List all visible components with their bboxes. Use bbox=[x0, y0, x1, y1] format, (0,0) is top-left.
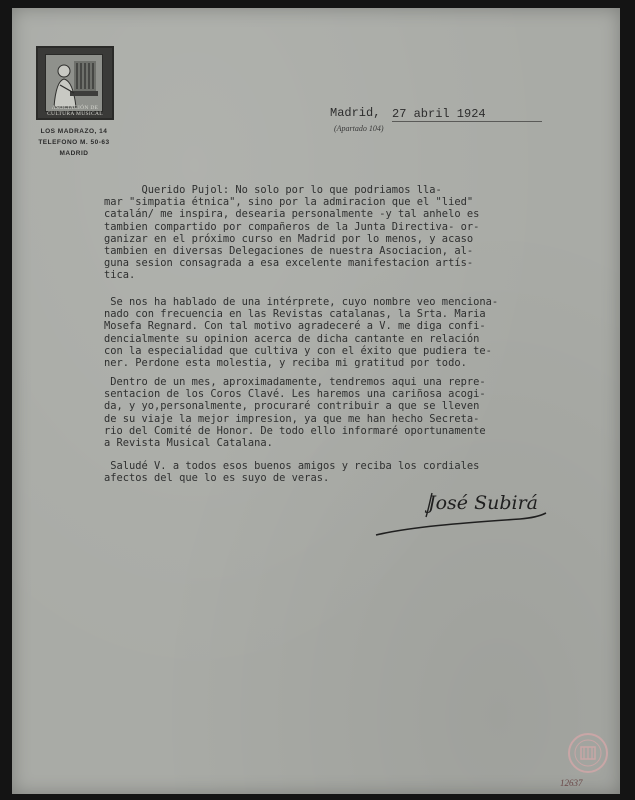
body-line: Saludé V. a todos esos buenos amigos y reciba los cordiales bbox=[104, 460, 480, 472]
body-line: ner. Perdone esta molestia, y reciba mi gratitud por todo. bbox=[104, 357, 467, 370]
body-line: afectos del que lo es suyo de veras. bbox=[104, 472, 330, 485]
body-line: Mosefa Regnard. Con tal motivo agradeceré a V. me diga confi- bbox=[104, 320, 486, 333]
emblem-icon bbox=[46, 55, 102, 111]
body-line: guna sesion consagrada a esa excelente manifestacion artís- bbox=[104, 257, 474, 270]
dateline-date: 27 abril 1924 bbox=[392, 107, 486, 121]
letterhead-city: MADRID bbox=[59, 150, 89, 157]
body-line: a Revista Musical Catalana. bbox=[104, 437, 273, 450]
body-line: ganizar en el próximo curso en Madrid por lo menos, y acaso bbox=[104, 232, 474, 245]
letterhead-phone: TELEFONO M. 50-63 bbox=[38, 139, 110, 146]
letterhead-address: LOS MADRAZO, 14 bbox=[40, 128, 108, 135]
body-line: de su viaje la mejor impresion, ya que me han hecho Secreta- bbox=[104, 412, 480, 425]
signature-text: José Subirá bbox=[428, 492, 538, 514]
body-line: tambien en diversas Delegaciones de nuestra Asociacion, al- bbox=[104, 245, 474, 258]
body-line: sentacion de los Coros Clavé. Les haremos una cariñosa acogi- bbox=[104, 388, 486, 401]
body-line: rio del Comité de Honor. De todo ello informaré oportunamente bbox=[104, 424, 486, 437]
body-line: mar "simpatia étnica", sino por la admiracion que el "lied" bbox=[104, 196, 474, 209]
body-line: Querido Pujol: No solo por lo que podriamos lla- bbox=[104, 184, 442, 196]
organ-player-emblem bbox=[45, 54, 103, 112]
body-line: da, y yo,personalmente, procuraré contribuir a que se lleven bbox=[104, 400, 480, 413]
body-paragraph-3 bbox=[104, 376, 604, 449]
library-stamp-icon bbox=[562, 731, 614, 779]
dateline-rule bbox=[392, 121, 542, 122]
body-line: con la especialidad que cultiva y con el éxito que pudiera te- bbox=[104, 344, 492, 357]
body-paragraph-1 bbox=[104, 184, 604, 282]
body-line: tica. bbox=[104, 269, 136, 282]
letterhead-logo bbox=[36, 46, 114, 120]
body-line: catalán/ me inspira, desearia personalmente -y tal anhelo es bbox=[104, 208, 480, 221]
handwritten-signature bbox=[370, 483, 550, 543]
body-line: Dentro de un mes, aproximadamente, tendremos aqui una repre- bbox=[104, 376, 486, 388]
letterhead-org-name: ASOCIACIÓN DE CULTURA MUSICAL bbox=[47, 105, 103, 117]
body-line: nado con frecuencia en las Revistas catalanas, la Srta. Maria bbox=[104, 308, 486, 321]
body-paragraph-2 bbox=[104, 296, 604, 369]
body-line: tambien compartido por compañeros de la Junta Directiva- or- bbox=[104, 220, 480, 233]
body-line: dencialmente su opinion acerca de dicha cantante en relación bbox=[104, 332, 480, 345]
catalog-number: 12637 bbox=[560, 778, 583, 788]
body-paragraph-4 bbox=[104, 460, 604, 484]
dateline-apartado: (Apartado 104) bbox=[334, 124, 384, 133]
dateline-place: Madrid, bbox=[330, 106, 381, 120]
body-line: Se nos ha hablado de una intérprete, cuyo nombre veo menciona- bbox=[104, 296, 499, 308]
